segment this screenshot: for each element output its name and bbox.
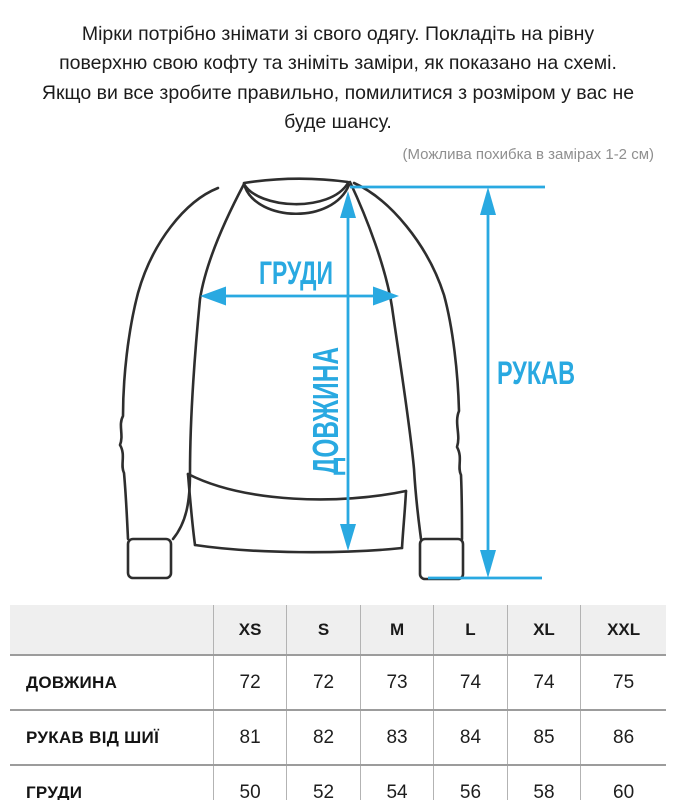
- tolerance-note: (Можлива похибка в замірах 1-2 см): [402, 146, 654, 163]
- measurement-value-cell: 72: [287, 655, 360, 710]
- measurement-value-cell: 85: [507, 710, 580, 765]
- measurement-diagram: [0, 173, 676, 605]
- measurement-value-cell: 56: [434, 765, 507, 800]
- table-row: [10, 765, 666, 800]
- measurement-row-label: ГРУДИ: [26, 782, 83, 800]
- measurement-value-cell: 74: [507, 655, 580, 710]
- measurement-value-cell: 73: [360, 655, 433, 710]
- left-sleeve-outline: [120, 184, 244, 578]
- size-column-header-s: S: [287, 605, 360, 655]
- table-row: [10, 655, 666, 710]
- sleeve-label: РУКАВ: [497, 355, 575, 391]
- measurement-value-cell: 58: [507, 765, 580, 800]
- measurement-value-cell: 81: [213, 710, 286, 765]
- size-table: [10, 605, 666, 800]
- size-table-corner-cell: [10, 605, 213, 655]
- size-column-header-m: M: [360, 605, 433, 655]
- sweatshirt-schematic: [0, 173, 676, 605]
- measurement-value-cell: 54: [360, 765, 433, 800]
- measurement-value-cell: 86: [581, 710, 666, 765]
- measurement-value-cell: 75: [581, 655, 666, 710]
- size-column-header-xl: XL: [507, 605, 580, 655]
- measurement-value-cell: 52: [287, 765, 360, 800]
- size-table-header-row: [10, 605, 666, 655]
- left-cuff: [128, 539, 171, 578]
- measurement-value-cell: 72: [213, 655, 286, 710]
- measurement-value-cell: 82: [287, 710, 360, 765]
- measurement-value-cell: 50: [213, 765, 286, 800]
- table-row: [10, 710, 666, 765]
- measurement-value-cell: 84: [434, 710, 507, 765]
- intro-text: Мірки потрібно знімати зі свого одягу. Покладіть на рівну поверхню свою кофту та зніміть заміри, як показано на схемі. Якщо ви все зробите правильно, помилитися з розміром у вас не буде шансу.: [41, 23, 635, 133]
- sweatshirt-body-outline: [188, 474, 406, 552]
- measurement-value-cell: 74: [434, 655, 507, 710]
- length-label: ДОВЖИНА: [305, 286, 346, 475]
- size-column-header-xs: XS: [213, 605, 286, 655]
- measurement-row-label: ДОВЖИНА: [26, 672, 118, 692]
- measurement-value-cell: 60: [581, 765, 666, 800]
- size-column-header-xxl: XXL: [581, 605, 666, 655]
- size-table-body: [10, 655, 666, 800]
- chest-label: ГРУДИ: [259, 255, 333, 291]
- measurement-value-cell: 83: [360, 710, 433, 765]
- right-sleeve-outline: [350, 182, 463, 579]
- size-column-header-l: L: [434, 605, 507, 655]
- collar-outline: [244, 179, 349, 214]
- right-cuff: [420, 539, 463, 579]
- measurement-row-label: РУКАВ ВІД ШИЇ: [26, 727, 160, 747]
